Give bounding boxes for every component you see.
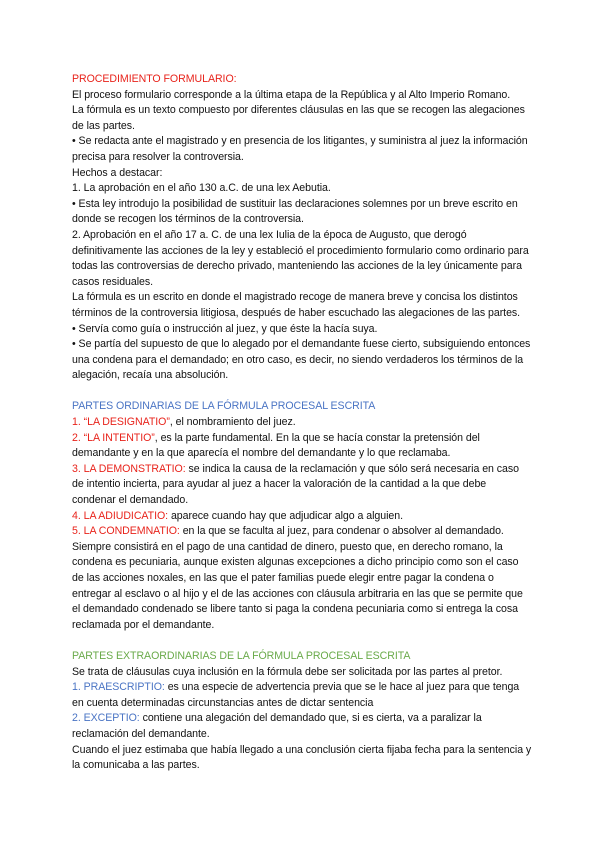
term-label: 4. LA ADIUDICATIO: (72, 509, 169, 522)
term-label: 5. LA CONDEMNATIO: (72, 525, 180, 538)
paragraph: La fórmula es un texto compuesto por diferentes cláusulas en las que se recogen las alegaciones de las partes. (72, 104, 525, 132)
term-text: , es la parte fundamental. En la que se hacía constar la pretensión del demandante y en la que aparecía el nombre del demandante y lo que reclamaba. (72, 431, 480, 460)
list-item-intentio (72, 431, 532, 462)
term-label: 1. “LA DESIGNATIO” (72, 416, 170, 429)
paragraph: La fórmula es un escrito en donde el magistrado recoge de manera breve y concisa los distintos términos de la controversia litigiosa, después de haber escuchado las alegaciones de las partes. (72, 291, 521, 319)
section-heading-partes-ordinarias: PARTES ORDINARIAS DE LA FÓRMULA PROCESAL ESCRITA (72, 400, 376, 413)
document-body (72, 72, 532, 774)
list-item-praescriptio (72, 680, 532, 711)
numbered-paragraph: 2. Aprobación en el año 17 a. C. de una lex Iulia de la época de Augusto, que derogó definitivamente las acciones de la ley y estableció el procedimiento formulario como ordinario para todas las controversias de derecho privado, manteniendo las acciones de la ley únicamente para casos residuales. (72, 228, 529, 288)
term-text: aparece cuando hay que adjudicar algo a alguien. (168, 509, 403, 522)
term-text: , el nombramiento del juez. (169, 416, 296, 429)
numbered-paragraph: 1. La aprobación en el año 130 a.C. de una lex Aebutia. (72, 182, 331, 195)
list-item-exceptio (72, 711, 532, 742)
term-label: 2. “LA INTENTIO” (72, 431, 155, 444)
section-heading-procedimiento: PROCEDIMIENTO FORMULARIO: (72, 73, 237, 85)
bullet-paragraph: • Se partía del supuesto de que lo alegado por el demandante fuese cierto, subsiguiendo entonces una condena para el demandado; en otro caso, es decir, no siendo verdaderos los términos de la alegación, recaía una absolución. (72, 338, 531, 382)
term-text: se indica la causa de la reclamación y que sólo será necesaria en caso de intentio incierta, para ayudar al juez a hacer la valoración de la cantidad a la que debe condenar el demandado. (72, 462, 519, 507)
list-item-demonstratio (72, 462, 532, 509)
section-heading-partes-extraordinarias: PARTES EXTRAORDINARIAS DE LA FÓRMULA PROCESAL ESCRITA (72, 649, 411, 662)
bullet-paragraph: • Esta ley introdujo la posibilidad de sustituir las declaraciones solemnes por un breve escrito en donde se recogen los términos de la controversia. (72, 197, 518, 226)
paragraph: El proceso formulario corresponde a la última etapa de la República y al Alto Imperio Romano. (72, 88, 511, 101)
spacer (72, 633, 532, 649)
term-label: 1. PRAESCRIPTIO: (72, 681, 165, 694)
term-text: es una especie de advertencia previa que se le hace al juez para que tenga en cuenta determinadas circunstancias antes de dictar sentencia (72, 681, 520, 709)
list-item-designatio (72, 415, 532, 431)
term-text: contiene una alegación del demandado que, si es cierta, va a paralizar la reclamación del demandante. (72, 712, 482, 740)
spacer (72, 384, 532, 400)
term-label: 3. LA DEMONSTRATIO: (72, 462, 186, 475)
bullet-paragraph: • Se redacta ante el magistrado y en presencia de los litigantes, y suministra al juez la información precisa para resolver la controversia. (72, 135, 528, 163)
term-text: en la que se faculta al juez, para condenar o absolver al demandado. Siempre consistirá en el pago de una cantidad de dinero, puesto que, en derecho romano, la condena es pecuniaria, aunque existen algunas excepciones a dicho principio como son el caso de las acciones noxales, en las que el pater familias puede elegir entre pagar la condena o entregar al esclavo o al hijo y el de las acciones con cláusula arbitraria en las que se permite que el demandado condenado se libere tanto si paga la condena pecuniaria como si entrega la cosa reclamada por el demandante. (72, 525, 523, 631)
term-label: 2. EXCEPTIO: (72, 712, 140, 725)
paragraph: Cuando el juez estimaba que había llegado a una conclusión cierta fijaba fecha para la sentencia y la comunicaba a las partes. (72, 743, 532, 772)
bullet-paragraph: • Servía como guía o instrucción al juez, y que éste la hacía suya. (72, 322, 378, 335)
paragraph: Se trata de cláusulas cuya inclusión en la fórmula debe ser solicitada por las partes al pretor. (72, 665, 503, 678)
paragraph: Hechos a destacar: (72, 166, 163, 179)
list-item-adiudicatio (72, 509, 532, 525)
list-item-condemnatio (72, 524, 532, 633)
